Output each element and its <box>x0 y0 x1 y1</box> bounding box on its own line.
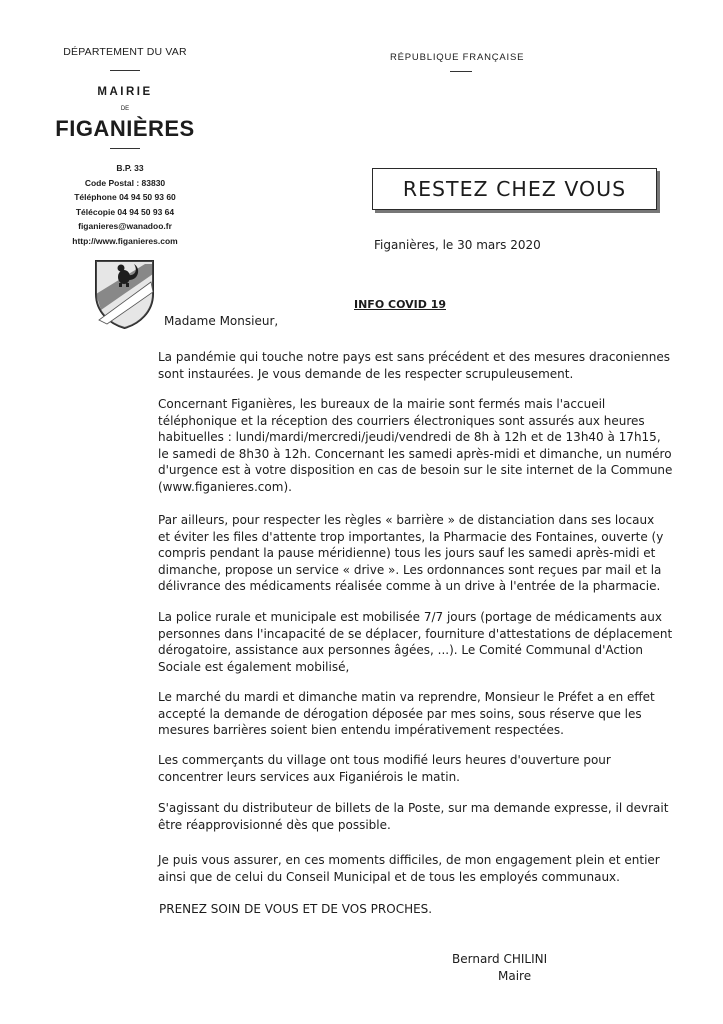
text-line: et éviter les files d'attente trop importantes, la Pharmacie des Fontaines, ouverte (y <box>158 529 664 544</box>
text-line: (www.figanieres.com). <box>158 479 292 494</box>
paragraph-police <box>158 609 688 675</box>
text-line: mesures barrières soient bien entendu impérativement respectées. <box>158 723 564 737</box>
contact-bp: B.P. 33 <box>116 163 144 173</box>
signature-title: Maire <box>498 968 532 983</box>
text-line: sont instaurées. Je vous demande de les respecter scrupuleusement. <box>158 366 574 381</box>
town-name: FIGANIÈRES <box>55 116 195 141</box>
text-line: habituelles : lundi/mardi/mercredi/jeudi/vendredi de 8h à 12h et de 13h40 à 17h15, <box>158 430 661 444</box>
mairie-label: MAIRIE <box>97 86 153 98</box>
text-line: le samedi de 8h30 à 12h. Concernant les samedi après-midi et dimanche, un numéro <box>158 446 672 461</box>
coat-of-arms-icon <box>93 258 156 330</box>
text-line: personnes dans l'incapacité de se déplacer, fourniture d'attestations de déplacement <box>158 626 673 641</box>
text-line: être réapprovisionné dès que possible. <box>158 817 391 832</box>
paragraph-market <box>158 689 688 739</box>
contact-email: figanieres@wanadoo.fr <box>78 221 172 231</box>
signature-name: Bernard CHILINI <box>452 952 548 966</box>
text-line: dérogatoire, assistance aux personnes âgées, ...). Le Comité Communal d'Action <box>158 643 644 657</box>
text-line: Sociale est également mobilisé, <box>158 659 350 674</box>
text-line: d'urgence est à votre disposition en cas de besoin sur le site internet de la Commune <box>158 463 673 477</box>
signature-block <box>452 951 547 984</box>
department-label: DÉPARTEMENT DU VAR <box>63 46 187 58</box>
divider <box>450 71 472 72</box>
text-line: ainsi que de celui du Conseil Municipal et de tous les employés communaux. <box>158 869 620 884</box>
paragraph-atm <box>158 800 688 833</box>
text-line: téléphonique et la réception des courriers électroniques sont assurés aux heures <box>158 413 645 428</box>
banner-text: RESTEZ CHEZ VOUS <box>402 177 627 201</box>
paragraph-commitment <box>158 852 688 885</box>
stay-home-banner <box>372 168 657 210</box>
divider <box>110 148 140 149</box>
text-line: délivrance des médicaments réalisée comme à un drive à l'entrée de la pharmacie. <box>158 579 661 593</box>
text-line: La police rurale et municipale est mobilisée 7/7 jours (portage de médicaments aux <box>158 610 662 624</box>
closing-line: PRENEZ SOIN DE VOUS ET DE VOS PROCHES. <box>159 902 433 916</box>
text-line: compris pendant la pause méridienne) tous les jours sauf les samedi après-midi et <box>158 546 656 560</box>
letter-date: Figanières, le 30 mars 2020 <box>374 238 541 252</box>
paragraph-shops <box>158 752 688 785</box>
paragraph-mairie-hours <box>158 396 688 495</box>
paragraph-pharmacy <box>158 512 688 595</box>
text-line: Les commerçants du village ont tous modifié leurs heures d'ouverture pour <box>158 753 611 767</box>
contact-fax: Télécopie 04 94 50 93 64 <box>75 206 175 217</box>
de-label: DE <box>120 106 130 112</box>
republic-label: RÉPUBLIQUE FRANÇAISE <box>390 52 525 63</box>
text-line: concentrer leurs services aux Figaniérois le matin. <box>158 769 460 784</box>
text-line: S'agissant du distributeur de billets de la Poste, sur ma demande expresse, il devrait <box>158 801 669 815</box>
divider <box>110 70 140 71</box>
text-line: Par ailleurs, pour respecter les règles « barrière » de distanciation dans ses locaux <box>158 513 655 527</box>
paragraph-pandemic <box>158 349 688 382</box>
text-line: Je puis vous assurer, en ces moments difficiles, de mon engagement plein et entier <box>158 853 660 867</box>
text-line: La pandémie qui touche notre pays est sans précédent et des mesures draconiennes <box>158 350 670 364</box>
text-line: Concernant Figanières, les bureaux de la mairie sont fermés mais l'accueil <box>158 397 606 411</box>
contact-telephone: Téléphone 04 94 50 93 60 <box>74 192 176 202</box>
contact-website: http://www.figanieres.com <box>72 235 178 246</box>
text-line: accepté la demande de dérogation déposée par mes soins, sous réserve que les <box>158 706 642 721</box>
salutation: Madame Monsieur, <box>164 314 279 328</box>
text-line: dimanche, propose un service « drive ». Les ordonnances sont reçues par mail et la <box>158 562 662 577</box>
letter-subject: INFO COVID 19 <box>354 298 446 311</box>
text-line: Le marché du mardi et dimanche matin va reprendre, Monsieur le Préfet a en effet <box>158 690 655 704</box>
contact-block <box>40 161 210 248</box>
contact-postal-code: Code Postal : 83830 <box>84 177 166 188</box>
